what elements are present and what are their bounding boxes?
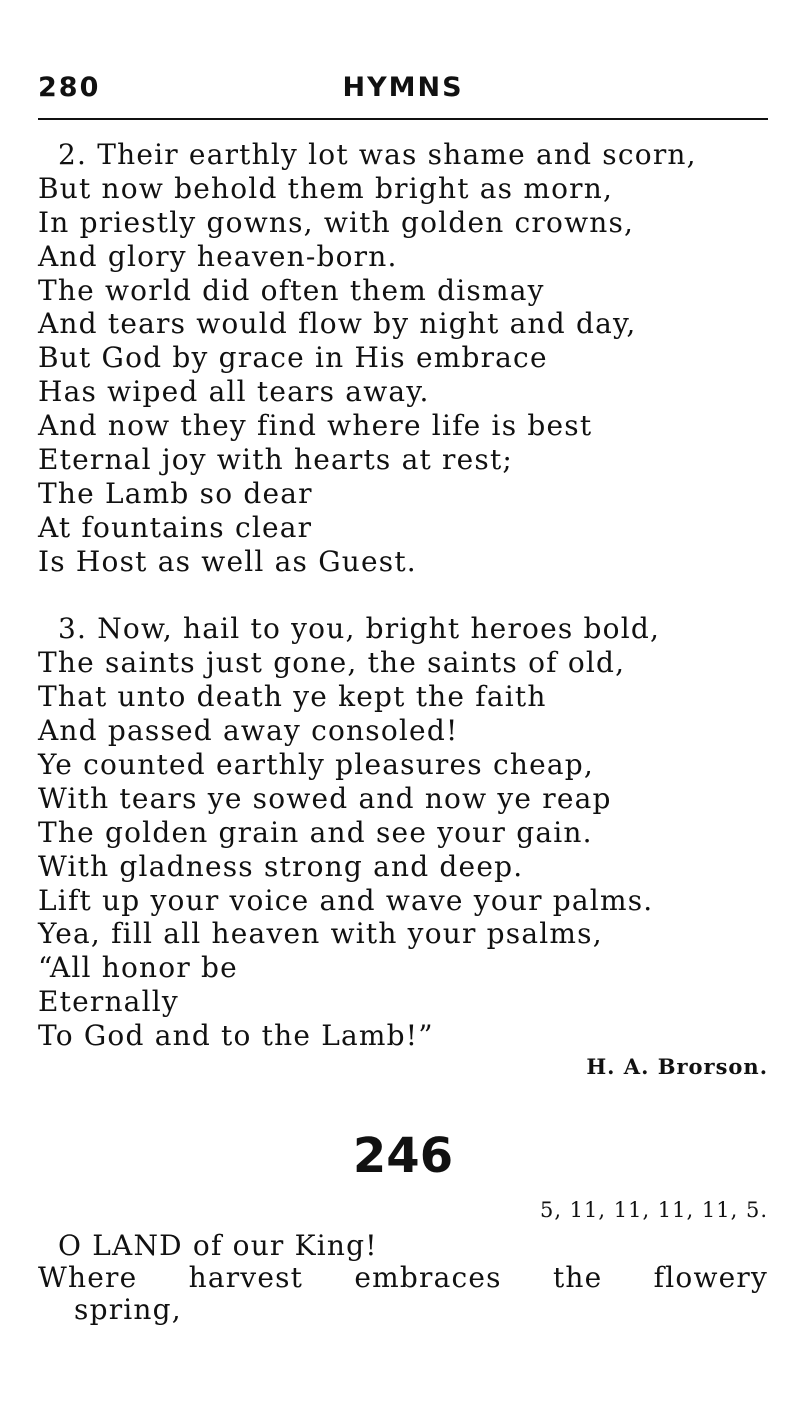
verse-line: And glory heaven-born. — [38, 239, 398, 273]
verse-line: Where harvest embraces the flowery — [38, 1261, 768, 1294]
hymn-245-verses — [38, 138, 768, 1053]
verse-line: Eternally — [38, 985, 179, 1019]
verse-line: To God and to the Lamb!” — [38, 1019, 434, 1053]
verse-line: That unto death ye kept the faith — [38, 680, 547, 714]
verse-line: The Lamb so dear — [38, 476, 313, 510]
verse-line: O LAND of our King! — [58, 1229, 378, 1262]
page-number: 280 — [38, 72, 101, 103]
header-rule — [38, 118, 768, 120]
section-title: HYMNS — [342, 72, 464, 103]
verse-line: But God by grace in His embrace — [38, 341, 548, 375]
verse-line: Is Host as well as Guest. — [38, 544, 417, 578]
verse-line: In priestly gowns, with golden crowns, — [38, 205, 635, 239]
hymnal-page — [38, 66, 768, 1326]
author-attribution: H. A. Brorson. — [586, 1054, 768, 1079]
verse-line: With gladness strong and deep. — [38, 849, 524, 883]
hymn-number: 246 — [352, 1128, 454, 1184]
verse-line: Yea, fill all heaven with your psalms, — [38, 917, 603, 951]
verse-line: Lift up your voice and wave your palms. — [38, 883, 654, 917]
verse-line: With tears ye sowed and now ye reap — [38, 781, 612, 815]
verse-line: Ye counted earthly pleasures cheap, — [38, 748, 594, 782]
verse-line: And passed away consoled! — [38, 714, 459, 748]
verse-line: Eternal joy with hearts at rest; — [38, 443, 514, 477]
verse-line: And now they find where life is best — [38, 409, 593, 443]
running-head — [38, 66, 768, 106]
verse-line: And tears would flow by night and day, — [38, 307, 637, 341]
stanza-gap — [38, 579, 768, 613]
verse-line: The saints just gone, the saints of old, — [38, 646, 626, 680]
verse-line: At fountains clear — [38, 510, 313, 544]
verse-line: 3. Now, hail to you, bright heroes bold, — [58, 612, 661, 646]
verse-line: The golden grain and see your gain. — [38, 815, 593, 849]
verse-line: spring, — [74, 1293, 182, 1326]
verse-line: But now behold them bright as morn, — [38, 171, 614, 205]
verse-line: Has wiped all tears away. — [38, 375, 430, 409]
hymn-meter: 5, 11, 11, 11, 11, 5. — [539, 1198, 768, 1222]
hymn-246-verses — [38, 1230, 768, 1326]
verse-line: The world did often them dismay — [38, 273, 545, 307]
verse-line: “All honor be — [38, 951, 238, 985]
stanza-2 — [38, 138, 768, 579]
verse-line: 2. Their earthly lot was shame and scorn, — [58, 138, 697, 171]
stanza-3 — [38, 612, 768, 1053]
